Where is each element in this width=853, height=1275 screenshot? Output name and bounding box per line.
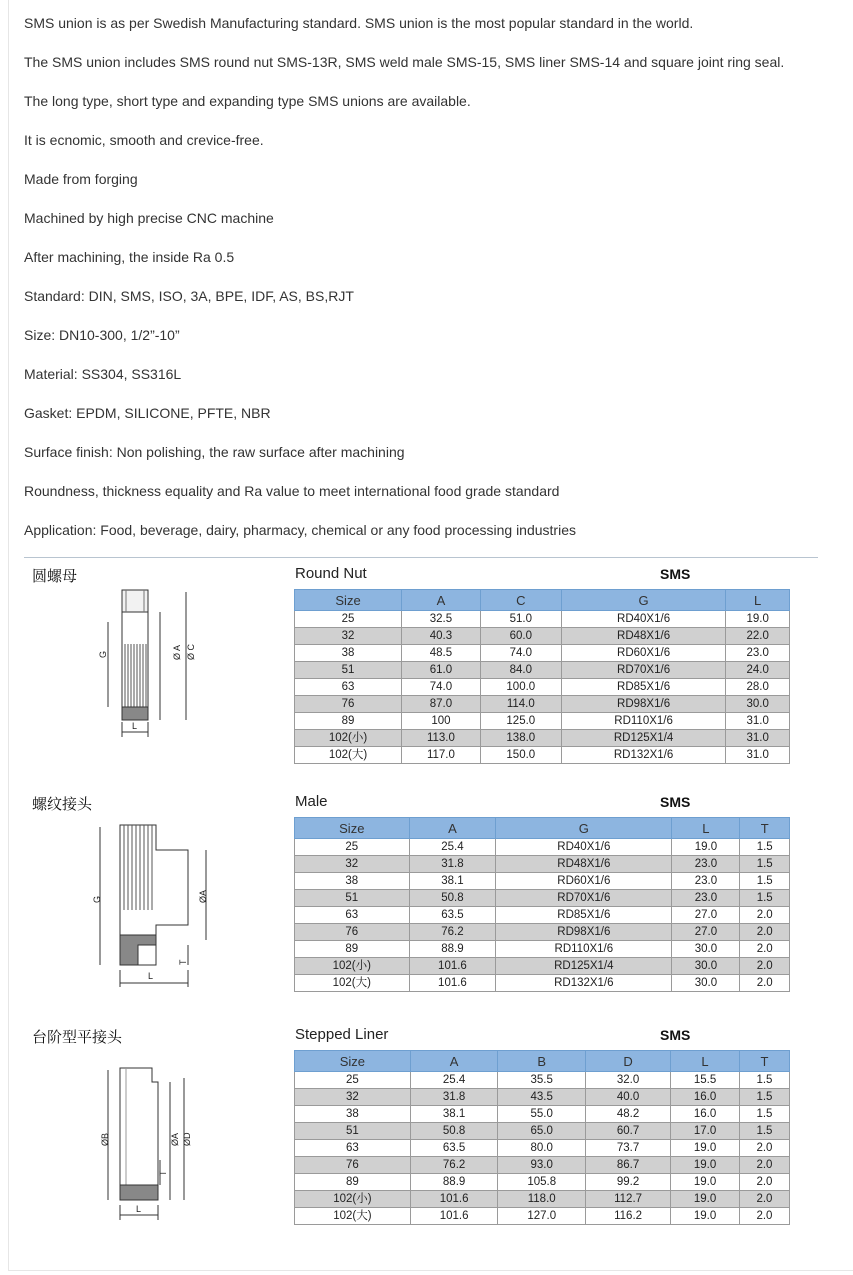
intro-line: Machined by high precise CNC machine [24, 210, 274, 226]
male-standard: SMS [660, 794, 691, 810]
table-cell: 76 [295, 696, 402, 713]
table-row [295, 1123, 790, 1140]
table-cell: 22.0 [726, 628, 790, 645]
table-cell: 19.0 [671, 1208, 740, 1225]
column-header: D [586, 1051, 671, 1072]
table-cell: 27.0 [672, 907, 740, 924]
table-cell: 55.0 [498, 1106, 586, 1123]
table-row [295, 1191, 790, 1208]
round-nut-label-l: L [132, 721, 138, 731]
table-cell: 63 [295, 679, 402, 696]
table-cell: 1.5 [740, 890, 790, 907]
table-cell: RD48X1/6 [496, 856, 672, 873]
table-cell: 74.0 [480, 645, 561, 662]
stepped-liner-standard: SMS [660, 1027, 691, 1043]
table-cell: RD98X1/6 [561, 696, 726, 713]
column-header: G [496, 818, 672, 839]
column-header: T [740, 818, 790, 839]
table-cell: 32.0 [586, 1072, 671, 1089]
table-row [295, 1140, 790, 1157]
round-nut-drawing [90, 582, 200, 742]
table-cell: 2.0 [740, 975, 790, 992]
column-header: A [402, 590, 481, 611]
table-cell: RD60X1/6 [561, 645, 726, 662]
stepped-liner-cn-label: 台阶型平接头 [32, 1028, 123, 1046]
table-cell: 23.0 [672, 890, 740, 907]
table-cell: 60.7 [586, 1123, 671, 1140]
male-label-l: L [148, 971, 154, 981]
table-cell: 31.8 [410, 1089, 498, 1106]
table-row [295, 730, 790, 747]
round-nut-label-a: Ø A [172, 644, 182, 660]
table-cell: 23.0 [672, 873, 740, 890]
table-cell: 73.7 [586, 1140, 671, 1157]
table-cell: 51 [295, 1123, 411, 1140]
table-cell: 100 [402, 713, 481, 730]
table-cell: 32 [295, 1089, 411, 1106]
table-cell: 76.2 [409, 924, 496, 941]
table-cell: 31.0 [726, 747, 790, 764]
table-cell: 76 [295, 1157, 411, 1174]
table-cell: 2.0 [739, 1140, 789, 1157]
section-divider [24, 557, 818, 558]
stepped-liner-drawing [92, 1060, 202, 1225]
table-cell: 102(大) [295, 1208, 411, 1225]
table-cell: 116.2 [586, 1208, 671, 1225]
table-cell: 150.0 [480, 747, 561, 764]
table-cell: 25.4 [409, 839, 496, 856]
table-cell: 23.0 [726, 645, 790, 662]
male-label-g: G [92, 895, 102, 903]
table-cell: 50.8 [410, 1123, 498, 1140]
table-cell: 19.0 [671, 1191, 740, 1208]
table-cell: 2.0 [740, 958, 790, 975]
table-cell: RD60X1/6 [496, 873, 672, 890]
stepped-liner-table [294, 1050, 790, 1225]
table-row [295, 1089, 790, 1106]
round-nut-title: Round Nut [295, 565, 367, 582]
table-cell: 35.5 [498, 1072, 586, 1089]
intro-line: Surface finish: Non polishing, the raw surface after machining [24, 444, 405, 460]
table-cell: 102(大) [295, 747, 402, 764]
table-cell: 2.0 [740, 924, 790, 941]
table-cell: 114.0 [480, 696, 561, 713]
table-cell: 51 [295, 662, 402, 679]
intro-line: SMS union is as per Swedish Manufacturing standard. SMS union is the most popular standard in the world. [24, 15, 694, 31]
table-cell: RD40X1/6 [561, 611, 726, 628]
table-cell: 89 [295, 713, 402, 730]
table-row [295, 856, 790, 873]
table-cell: RD48X1/6 [561, 628, 726, 645]
table-cell: 31.8 [409, 856, 496, 873]
intro-line: Made from forging [24, 171, 138, 187]
table-cell: RD40X1/6 [496, 839, 672, 856]
table-row [295, 839, 790, 856]
intro-line: Gasket: EPDM, SILICONE, PFTE, NBR [24, 405, 271, 421]
column-header: B [498, 1051, 586, 1072]
table-cell: 16.0 [671, 1106, 740, 1123]
male-drawing [88, 815, 218, 990]
table-cell: 17.0 [671, 1123, 740, 1140]
table-cell: 1.5 [739, 1106, 789, 1123]
male-label-a: ØA [198, 889, 208, 903]
intro-line: The long type, short type and expanding type SMS unions are available. [24, 93, 471, 109]
table-row [295, 1106, 790, 1123]
table-cell: RD70X1/6 [496, 890, 672, 907]
intro-line: The SMS union includes SMS round nut SMS-13R, SMS weld male SMS-15, SMS liner SMS-14 and square joint ring seal. [24, 54, 785, 70]
table-cell: 31.0 [726, 713, 790, 730]
table-cell: RD110X1/6 [561, 713, 726, 730]
intro-line: Application: Food, beverage, dairy, pharmacy, chemical or any food processing industries [24, 522, 576, 538]
table-cell: 65.0 [498, 1123, 586, 1140]
round-nut-table [294, 589, 790, 764]
table-cell: 19.0 [671, 1174, 740, 1191]
table-cell: 99.2 [586, 1174, 671, 1191]
table-cell: 102(小) [295, 958, 410, 975]
table-cell: 2.0 [739, 1191, 789, 1208]
table-header-row [295, 818, 790, 839]
table-row [295, 958, 790, 975]
table-cell: 2.0 [740, 907, 790, 924]
column-header: A [409, 818, 496, 839]
table-cell: 25.4 [410, 1072, 498, 1089]
round-nut-cn-label: 圆螺母 [32, 567, 78, 585]
male-cn-label: 螺纹接头 [32, 795, 93, 813]
table-cell: 19.0 [671, 1157, 740, 1174]
table-row [295, 1157, 790, 1174]
table-cell: RD132X1/6 [561, 747, 726, 764]
intro-line: Size: DN10-300, 1/2”-10” [24, 327, 180, 343]
table-cell: 40.3 [402, 628, 481, 645]
table-cell: 43.5 [498, 1089, 586, 1106]
table-row [295, 1208, 790, 1225]
table-row [295, 645, 790, 662]
round-nut-standard: SMS [660, 566, 691, 582]
table-cell: 88.9 [410, 1174, 498, 1191]
table-cell: 88.9 [409, 941, 496, 958]
table-cell: 38.1 [410, 1106, 498, 1123]
table-cell: RD125X1/4 [561, 730, 726, 747]
table-cell: 30.0 [672, 975, 740, 992]
table-cell: 30.0 [726, 696, 790, 713]
column-header: G [561, 590, 726, 611]
table-row [295, 941, 790, 958]
intro-line: After machining, the inside Ra 0.5 [24, 249, 235, 265]
table-cell: 93.0 [498, 1157, 586, 1174]
table-header-row [295, 590, 790, 611]
table-row [295, 924, 790, 941]
table-cell: 63.5 [409, 907, 496, 924]
table-cell: 60.0 [480, 628, 561, 645]
table-cell: 125.0 [480, 713, 561, 730]
table-cell: 19.0 [672, 839, 740, 856]
table-cell: 118.0 [498, 1191, 586, 1208]
round-nut-label-c: Ø C [186, 643, 196, 660]
table-row [295, 1174, 790, 1191]
table-cell: 105.8 [498, 1174, 586, 1191]
table-cell: 32 [295, 628, 402, 645]
table-cell: 51.0 [480, 611, 561, 628]
table-row [295, 662, 790, 679]
table-row [295, 679, 790, 696]
table-row [295, 1072, 790, 1089]
column-header: Size [295, 590, 402, 611]
intro-line: It is ecnomic, smooth and crevice-free. [24, 132, 264, 148]
intro-line: Roundness, thickness equality and Ra value to meet international food grade standard [24, 483, 560, 499]
table-cell: 31.0 [726, 730, 790, 747]
table-cell: 32 [295, 856, 410, 873]
table-cell: 23.0 [672, 856, 740, 873]
table-cell: 48.5 [402, 645, 481, 662]
table-cell: 87.0 [402, 696, 481, 713]
table-cell: 89 [295, 941, 410, 958]
table-cell: 63.5 [410, 1140, 498, 1157]
table-cell: 48.2 [586, 1106, 671, 1123]
table-row [295, 628, 790, 645]
table-cell: 38.1 [409, 873, 496, 890]
table-header-row [295, 1051, 790, 1072]
table-cell: 74.0 [402, 679, 481, 696]
table-cell: 1.5 [739, 1123, 789, 1140]
table-cell: 101.6 [409, 975, 496, 992]
male-label-t: T [178, 959, 188, 965]
table-cell: 112.7 [586, 1191, 671, 1208]
table-row [295, 696, 790, 713]
table-cell: 19.0 [726, 611, 790, 628]
table-cell: 80.0 [498, 1140, 586, 1157]
table-cell: 40.0 [586, 1089, 671, 1106]
table-cell: 27.0 [672, 924, 740, 941]
table-cell: 127.0 [498, 1208, 586, 1225]
table-cell: 2.0 [739, 1174, 789, 1191]
table-cell: 63 [295, 907, 410, 924]
table-cell: 15.5 [671, 1072, 740, 1089]
column-header: C [480, 590, 561, 611]
table-row [295, 890, 790, 907]
table-cell: 28.0 [726, 679, 790, 696]
table-row [295, 907, 790, 924]
table-cell: 101.6 [410, 1208, 498, 1225]
stepped-liner-label-d: ØD [182, 1132, 192, 1146]
table-row [295, 975, 790, 992]
stepped-liner-label-b: ØB [100, 1132, 110, 1146]
table-cell: 38 [295, 645, 402, 662]
table-cell: 25 [295, 839, 410, 856]
table-cell: 100.0 [480, 679, 561, 696]
table-cell: 16.0 [671, 1089, 740, 1106]
table-cell: 117.0 [402, 747, 481, 764]
table-cell: 76.2 [410, 1157, 498, 1174]
table-row [295, 747, 790, 764]
table-cell: 86.7 [586, 1157, 671, 1174]
table-cell: 1.5 [739, 1089, 789, 1106]
stepped-liner-label-l: L [136, 1204, 142, 1214]
column-header: T [739, 1051, 789, 1072]
table-cell: 24.0 [726, 662, 790, 679]
column-header: L [726, 590, 790, 611]
table-row [295, 873, 790, 890]
stepped-liner-title: Stepped Liner [295, 1026, 389, 1043]
table-cell: 19.0 [671, 1140, 740, 1157]
table-cell: 101.6 [409, 958, 496, 975]
column-header: L [671, 1051, 740, 1072]
table-cell: 76 [295, 924, 410, 941]
column-header: Size [295, 818, 410, 839]
table-cell: 38 [295, 1106, 411, 1123]
table-cell: 51 [295, 890, 410, 907]
column-header: Size [295, 1051, 411, 1072]
table-row [295, 713, 790, 730]
table-cell: RD132X1/6 [496, 975, 672, 992]
table-cell: 1.5 [739, 1072, 789, 1089]
male-table [294, 817, 790, 992]
table-cell: 30.0 [672, 941, 740, 958]
table-cell: 2.0 [739, 1208, 789, 1225]
table-cell: 50.8 [409, 890, 496, 907]
table-cell: 1.5 [740, 839, 790, 856]
table-cell: RD85X1/6 [496, 907, 672, 924]
table-cell: 1.5 [740, 873, 790, 890]
table-cell: 102(小) [295, 1191, 411, 1208]
table-cell: 25 [295, 611, 402, 628]
table-cell: 102(小) [295, 730, 402, 747]
intro-line: Material: SS304, SS316L [24, 366, 182, 382]
table-cell: 25 [295, 1072, 411, 1089]
column-header: L [672, 818, 740, 839]
table-cell: 61.0 [402, 662, 481, 679]
table-cell: 84.0 [480, 662, 561, 679]
table-cell: RD125X1/4 [496, 958, 672, 975]
table-cell: 38 [295, 873, 410, 890]
table-cell: RD85X1/6 [561, 679, 726, 696]
table-cell: 30.0 [672, 958, 740, 975]
table-cell: 32.5 [402, 611, 481, 628]
round-nut-label-g: G [98, 650, 108, 658]
table-cell: RD110X1/6 [496, 941, 672, 958]
table-cell: 102(大) [295, 975, 410, 992]
male-title: Male [295, 793, 328, 810]
table-cell: 113.0 [402, 730, 481, 747]
intro-line: Standard: DIN, SMS, ISO, 3A, BPE, IDF, AS, BS,RJT [24, 288, 354, 304]
table-cell: 89 [295, 1174, 411, 1191]
table-cell: 138.0 [480, 730, 561, 747]
stepped-liner-label-a: ØA [170, 1132, 180, 1146]
table-row [295, 611, 790, 628]
stepped-liner-label-t: T [158, 1170, 168, 1176]
table-cell: 2.0 [739, 1157, 789, 1174]
table-cell: 1.5 [740, 856, 790, 873]
table-cell: 2.0 [740, 941, 790, 958]
table-cell: 101.6 [410, 1191, 498, 1208]
table-cell: 63 [295, 1140, 411, 1157]
table-cell: RD98X1/6 [496, 924, 672, 941]
table-cell: RD70X1/6 [561, 662, 726, 679]
column-header: A [410, 1051, 498, 1072]
